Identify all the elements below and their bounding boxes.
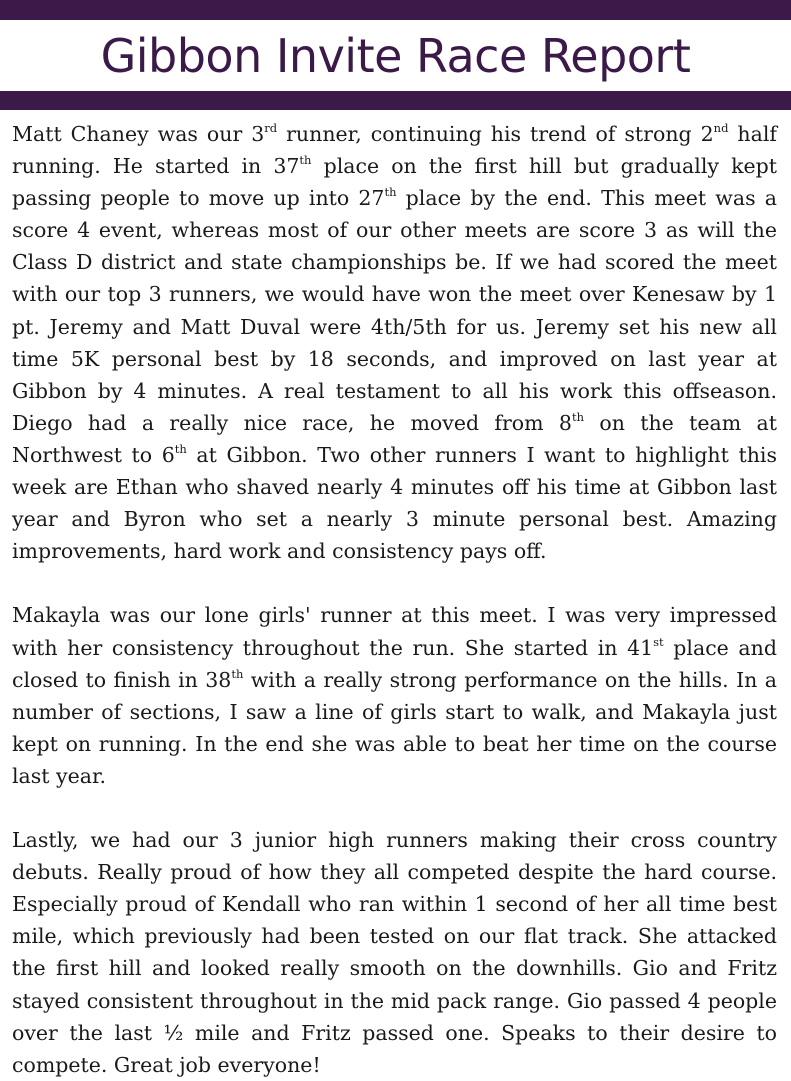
title-underline-bar — [0, 91, 791, 110]
page-title: Gibbon Invite Race Report — [100, 28, 691, 83]
report-paragraph: Lastly, we had our 3 junior high runners making their cross country debuts. Really proud of how they all competed despite the hard course. Especially proud of Kendall who ran within 1 second of her all time best mile, which previously had been tested on our flat track. She attacked the first hill and looked really smooth on the downhills. Gio and Fritz stayed consistent throughout in the mid pack range. Gio passed 4 people over the last ½ mile and Fritz passed one. Speaks to their desire to compete. Great job everyone! — [12, 828, 777, 1077]
report-paragraph: Makayla was our lone girls' runner at this meet. I was very impressed with her consistency throughout the run. She started in 41st place and closed to finish in 38th with a really strong performance on the hills. In a number of sections, I saw a line of girls start to walk, and Makayla just kept on running. In the end she was able to beat her time on the course last year. — [12, 603, 777, 788]
top-accent-bar — [0, 0, 791, 20]
report-paragraph: Matt Chaney was our 3rd runner, continuing his trend of strong 2nd half running. He started in 37th place on the first hill but gradually kept passing people to move up into 27th place by the end. This meet was a score 4 event, whereas most of our other meets are score 3 as will the Class D district and state championships be. If we had scored the meet with our top 3 runners, we would have won the meet over Kenesaw by 1 pt. Jeremy and Matt Duval were 4th/5th for us. Jeremy set his new all time 5K personal best by 18 seconds, and improved on last year at Gibbon by 4 minutes. A real testament to all his work this offseason. Diego had a really nice race, he moved from 8th on the team at Northwest to 6th at Gibbon. Two other runners I want to highlight this week are Ethan who shaved nearly 4 minutes off his time at Gibbon last year and Byron who set a nearly 3 minute personal best. Amazing improvements, hard work and consistency pays off. — [12, 121, 778, 564]
report-body — [12, 118, 777, 1081]
